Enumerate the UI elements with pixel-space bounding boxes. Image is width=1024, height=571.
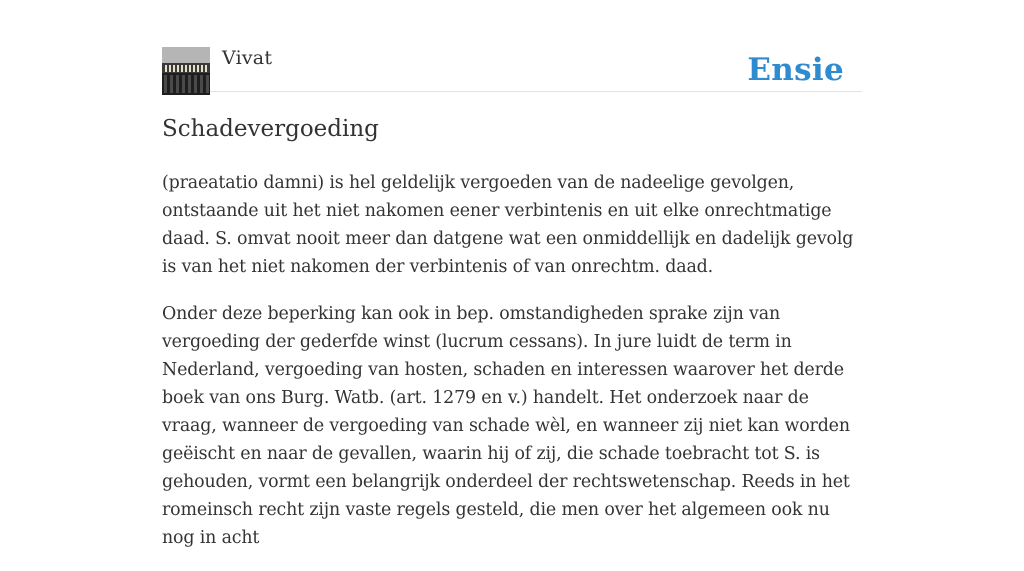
article-page [162, 0, 862, 548]
article-paragraph: Onder deze beperking kan ook in bep. omstandigheden sprake zijn van vergoeding der gederfde winst (lucrum cessans). In jure luidt de term in Nederland, vergoeding van hosten, schaden en interessen waarover het derde boek van ons Burg. Watb. (art. 1279 en v.) handelt. Het onderzoek naar de vraag, wanneer de vergoeding van schade wèl, en wanneer zij niet kan worden geëischt en naar de gevallen, waarin hij of zij, die schade toebracht tot S. is gehouden, vormt een belangrijk onderdeel der rechtswetenschap. Reeds in het romeinsch recht zijn vaste regels gesteld, die men over het algemeen ook nu nog in acht [162, 304, 850, 548]
typewriter-photo-icon [162, 47, 210, 95]
article-body [162, 169, 862, 571]
author-name[interactable]: Vivat [222, 47, 273, 69]
article-title: Schadevergoeding [162, 116, 379, 142]
article-paragraph: (praeatatio damni) is hel geldelijk vergoeden van de nadeelige gevolgen, ontstaande uit het niet nakomen eener verbintenis en uit elke onrechtmatige daad. S. omvat nooit meer dan datgene wat een onmiddellijk en dadelijk gevolg is van het niet nakomen der verbintenis of van onrechtm. daad. [162, 173, 854, 277]
brand-logo[interactable]: Ensie [747, 52, 844, 88]
article-header [162, 0, 862, 92]
author-avatar[interactable] [162, 47, 210, 95]
